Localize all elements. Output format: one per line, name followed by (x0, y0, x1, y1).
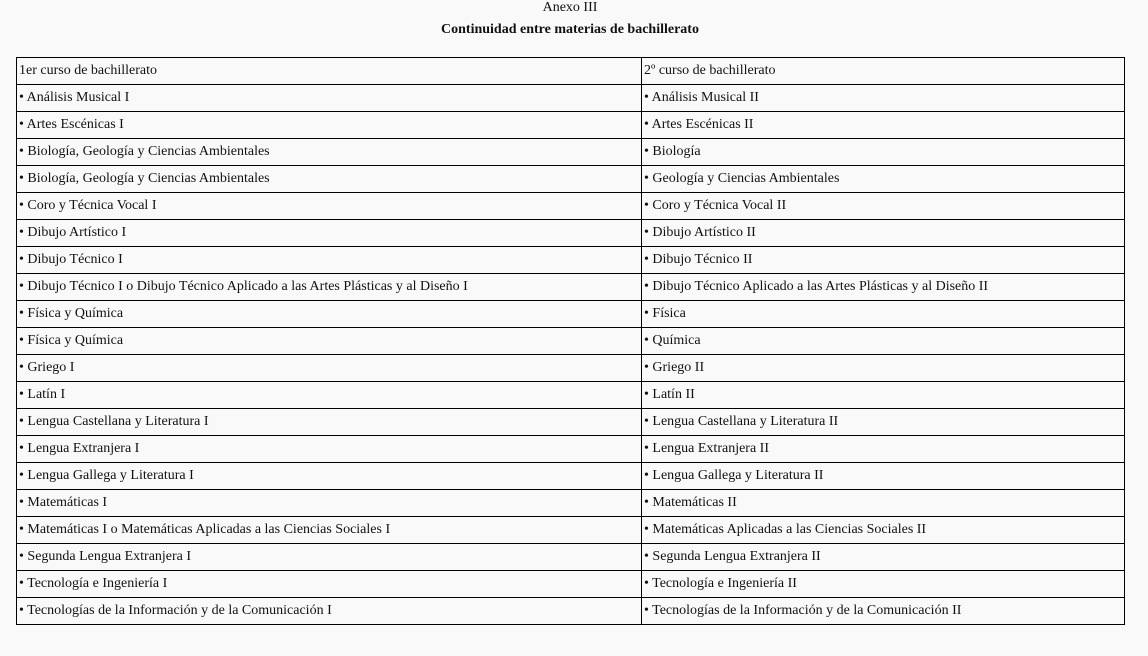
table-row (17, 436, 1125, 463)
continuity-table (16, 57, 1125, 625)
annex-label: Anexo III (542, 0, 598, 15)
cell-second-year-subject: • Coro y Técnica Vocal II (642, 193, 1125, 220)
cell-second-year-subject: • Lengua Castellana y Literatura II (642, 409, 1125, 436)
cell-first-year-subject: • Dibujo Técnico I o Dibujo Técnico Aplicado a las Artes Plásticas y al Diseño I (17, 274, 642, 301)
table-row (17, 85, 1125, 112)
cell-second-year-subject: • Latín II (642, 382, 1125, 409)
table-row (17, 220, 1125, 247)
cell-first-year-subject: • Biología, Geología y Ciencias Ambientales (17, 139, 642, 166)
cell-second-year-subject: • Física (642, 301, 1125, 328)
table-row (17, 598, 1125, 625)
table-row (17, 355, 1125, 382)
cell-first-year-subject: • Lengua Castellana y Literatura I (17, 409, 642, 436)
table-row (17, 193, 1125, 220)
cell-second-year-subject: • Matemáticas II (642, 490, 1125, 517)
cell-first-year-subject: • Lengua Extranjera I (17, 436, 642, 463)
table-row (17, 301, 1125, 328)
cell-first-year-subject: • Dibujo Técnico I (17, 247, 642, 274)
table-row (17, 544, 1125, 571)
cell-first-year-subject: • Tecnologías de la Información y de la Comunicación I (17, 598, 642, 625)
cell-second-year-subject: • Biología (642, 139, 1125, 166)
table-row (17, 463, 1125, 490)
table-row (17, 571, 1125, 598)
table-row (17, 517, 1125, 544)
cell-second-year-subject: • Lengua Gallega y Literatura II (642, 463, 1125, 490)
cell-first-year-subject: • Segunda Lengua Extranjera I (17, 544, 642, 571)
cell-first-year-subject: • Latín I (17, 382, 642, 409)
header-second-year: 2º curso de bachillerato (642, 58, 1125, 85)
table-body (17, 58, 1125, 625)
cell-first-year-subject: • Análisis Musical I (17, 85, 642, 112)
cell-second-year-subject: • Tecnologías de la Información y de la Comunicación II (642, 598, 1125, 625)
cell-first-year-subject: • Coro y Técnica Vocal I (17, 193, 642, 220)
cell-first-year-subject: • Artes Escénicas I (17, 112, 642, 139)
cell-first-year-subject: • Tecnología e Ingeniería I (17, 571, 642, 598)
table-row (17, 409, 1125, 436)
table-row (17, 166, 1125, 193)
cell-second-year-subject: • Segunda Lengua Extranjera II (642, 544, 1125, 571)
table-row (17, 382, 1125, 409)
cell-second-year-subject: • Artes Escénicas II (642, 112, 1125, 139)
cell-second-year-subject: • Dibujo Técnico Aplicado a las Artes Plásticas y al Diseño II (642, 274, 1125, 301)
cell-second-year-subject: • Griego II (642, 355, 1125, 382)
table-row (17, 139, 1125, 166)
cell-first-year-subject: • Dibujo Artístico I (17, 220, 642, 247)
cell-first-year-subject: • Lengua Gallega y Literatura I (17, 463, 642, 490)
table-row (17, 247, 1125, 274)
cell-second-year-subject: • Dibujo Técnico II (642, 247, 1125, 274)
cell-first-year-subject: • Biología, Geología y Ciencias Ambientales (17, 166, 642, 193)
cell-second-year-subject: • Geología y Ciencias Ambientales (642, 166, 1125, 193)
table-row (17, 490, 1125, 517)
table-row (17, 328, 1125, 355)
cell-first-year-subject: • Física y Química (17, 301, 642, 328)
cell-second-year-subject: • Lengua Extranjera II (642, 436, 1125, 463)
table-header-row (17, 58, 1125, 85)
cell-second-year-subject: • Matemáticas Aplicadas a las Ciencias Sociales II (642, 517, 1125, 544)
cell-second-year-subject: • Química (642, 328, 1125, 355)
cell-first-year-subject: • Matemáticas I o Matemáticas Aplicadas a las Ciencias Sociales I (17, 517, 642, 544)
cell-second-year-subject: • Tecnología e Ingeniería II (642, 571, 1125, 598)
cell-first-year-subject: • Griego I (17, 355, 642, 382)
table-row (17, 274, 1125, 301)
cell-first-year-subject: • Matemáticas I (17, 490, 642, 517)
cell-second-year-subject: • Análisis Musical II (642, 85, 1125, 112)
header-first-year: 1er curso de bachillerato (17, 58, 642, 85)
annex-title: Continuidad entre materias de bachillerato (441, 22, 699, 37)
table-row (17, 112, 1125, 139)
cell-second-year-subject: • Dibujo Artístico II (642, 220, 1125, 247)
cell-first-year-subject: • Física y Química (17, 328, 642, 355)
